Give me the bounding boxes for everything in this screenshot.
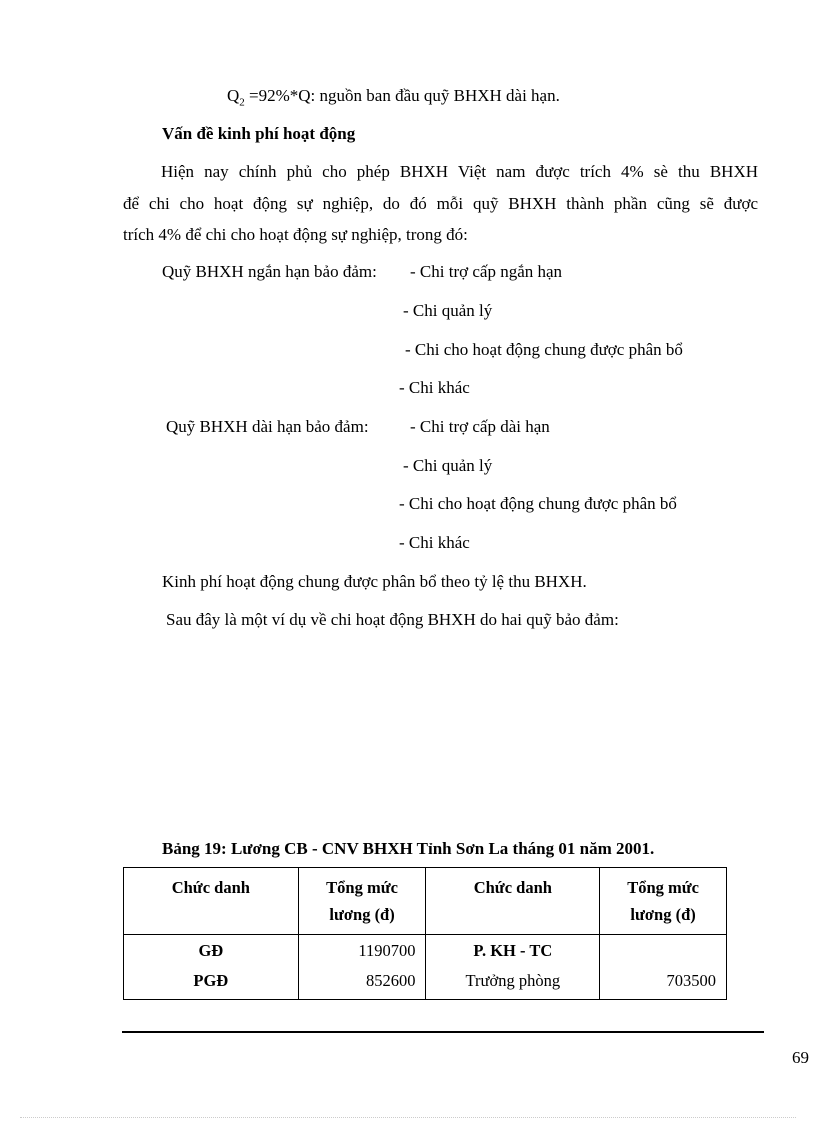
page-edge-divider [20, 1117, 796, 1118]
table-cell: 703500 [600, 967, 727, 1000]
table-cell: PGĐ [124, 967, 299, 1000]
short-fund-item: - Chi khác [399, 378, 470, 397]
column-header-salary: Tổng mức lương (đ) [600, 868, 727, 935]
paragraph-text: để chi cho hoạt động sự nghiệp, do đó mỗi quỹ BHXH thành phần cũng sẽ được [123, 194, 758, 213]
note-example: Sau đây là một ví dụ về chi hoạt động BHXH do hai quỹ bảo đảm: [166, 610, 619, 629]
salary-table [123, 867, 727, 1000]
paragraph-line-2 [123, 194, 758, 214]
long-fund-item: - Chi cho hoạt động chung được phân bổ [399, 494, 677, 513]
page-number: 69 [792, 1048, 809, 1067]
table-caption: Bảng 19: Lương CB - CNV BHXH Tỉnh Sơn La tháng 01 năm 2001. [162, 839, 655, 858]
table-cell: 1190700 [298, 935, 426, 968]
table-cell: 852600 [298, 967, 426, 1000]
table-cell: GĐ [124, 935, 299, 968]
paragraph-line-1 [161, 162, 758, 182]
table-row [124, 967, 727, 1000]
section-heading: Vấn đề kinh phí hoạt động [162, 124, 356, 143]
long-fund-item: - Chi quản lý [403, 456, 493, 475]
note-allocation: Kinh phí hoạt động chung được phân bổ theo tỷ lệ thu BHXH. [162, 572, 587, 591]
paragraph-line-3: trích 4% để chi cho hoạt động sự nghiệp, trong đó: [123, 225, 468, 244]
long-fund-item: - Chi khác [399, 533, 470, 552]
long-fund-item: - Chi trợ cấp dài hạn [410, 417, 550, 436]
column-header-title: Chức danh [426, 868, 600, 935]
formula-text: =92%*Q: nguồn ban đầu quỹ BHXH dài hạn. [244, 86, 560, 105]
table-header-row [124, 868, 727, 935]
table-cell: P. KH - TC [426, 935, 600, 968]
short-fund-label: Quỹ BHXH ngắn hạn bảo đảm: [162, 262, 377, 281]
formula-line [227, 86, 560, 112]
column-header-salary: Tổng mức lương (đ) [298, 868, 426, 935]
paragraph-text: Hiện nay chính phủ cho phép BHXH Việt nam được trích 4% sè thu BHXH [161, 162, 758, 181]
short-fund-item: - Chi cho hoạt động chung được phân bổ [405, 340, 683, 359]
table-row [124, 935, 727, 968]
column-header-title: Chức danh [124, 868, 299, 935]
formula-variable: Q [227, 86, 240, 105]
table-cell: Trưởng phòng [426, 967, 600, 1000]
short-fund-item: - Chi trợ cấp ngắn hạn [410, 262, 563, 281]
formula-subscript: 2 [239, 96, 245, 109]
long-fund-label: Quỹ BHXH dài hạn bảo đảm: [166, 417, 369, 436]
table-cell [600, 935, 727, 968]
footer-rule [122, 1031, 764, 1033]
short-fund-item: - Chi quản lý [403, 301, 493, 320]
